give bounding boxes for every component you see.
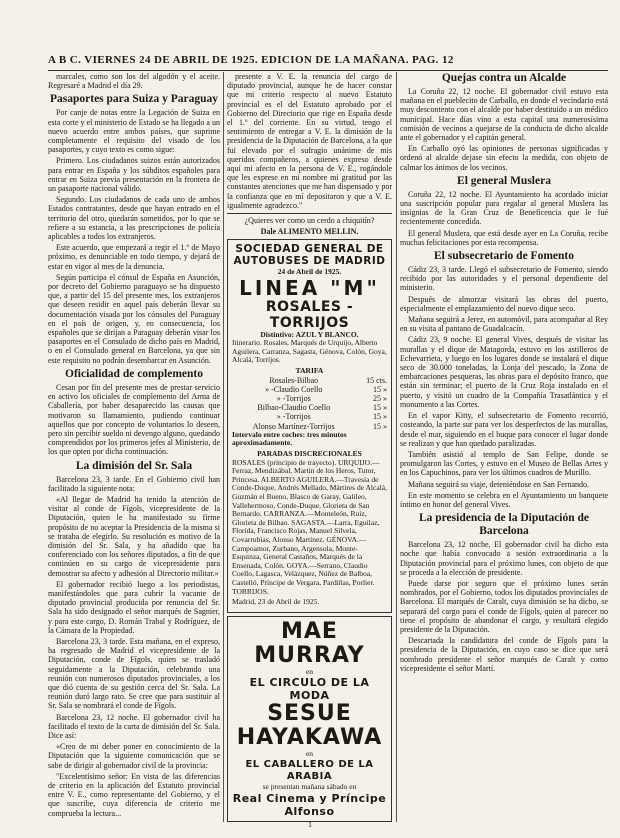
paragraph: Barcelona 23, 3 tarde. Esta mañana, en el expreso, ha regresado de Madrid el vicepresidente de la Diputación, conde de Fígols, quien se trasladó seguidamente a la Diputación, celebrando una reunión con numerosos diputados provinciales, a los que dió cuenta de su gestión cerca del Sr. Sala. La reunión duró largo rato. Se cree que para sustituir al Sr. Sala se nombrará el conde de Fígols. — [48, 636, 220, 711]
headline-oficialidad: Oficialidad de complemento — [65, 367, 203, 380]
ad-star-1: MAE MURRAY — [254, 618, 365, 668]
paragraph: Segundo. Los ciudadanos de cada uno de ambos Estados contratantes, desde que hayan entrado en el territorio del otro, quedarán sometidos, por lo que se refiere a su estancia, a las prescripciones de policía aplicables a todos los extranjeros. — [48, 195, 220, 242]
ad-presentation: se presentan mañana sábado en — [262, 781, 357, 791]
paragraph: Mañana seguirá a Jerez, en automóvil, para acompañar al Rey en su visita al pantano de Guadalcacín. — [400, 315, 608, 334]
ad-linea: LINEA "M" — [239, 275, 380, 300]
paragraph: La Coruña 22, 12 noche. El gobernador civil estuvo esta mañana en el pueblecito de Carballo, en donde el vecindario está muy descontento con el alcalde por haber destituido a un médico municipal. Hace días vino a esta capital una numerosísima comisión de vecinos a quejarse de la conducta de dicho alcalde ante el gobernador y el capitán general. — [400, 87, 608, 143]
divider — [227, 213, 392, 214]
tarifa-tramo: » -Torrijos — [276, 394, 311, 404]
tarifa-tramo: » -Claudio Coello — [265, 384, 323, 394]
paragraph: También asistió al templo de San Felipe, donde se promulgaron las Cortes, y estuvo en el Museo de Bellas Artes y en los Capuchinos, para ver los últimos cuadros de Murillo. — [400, 449, 608, 478]
ad-paradas-title: PARADAS DISCRECIONALES — [257, 449, 362, 459]
table-row — [232, 394, 387, 403]
table-row — [232, 376, 387, 385]
headline-muslera: El general Muslera — [457, 174, 551, 187]
ad-autobuses — [227, 239, 392, 612]
paragraph: El general Muslera, que está desde ayer en La Coruña, recibe muchas felicitaciones por esta recompensa. — [400, 228, 608, 247]
ad-company: SOCIEDAD GENERAL DE AUTOBUSES DE MADRID — [233, 243, 386, 268]
column-middle — [227, 72, 392, 838]
tarifa-precio: 15 » — [373, 384, 387, 394]
tarifa-tramo: Alonso Martínez-Torrijos — [252, 421, 335, 431]
paragraph: Barcelona 23, 12 noche. El gobernador civil ha dicho esta noche que había convocado a sesión extraordinaria a la Diputación provincial para el próximo lunes, con objeto de que se proceda a la elección de presidente. — [400, 540, 608, 577]
ad-cinemas: Real Cinema y Príncipe Alfonso — [232, 791, 387, 818]
headline-pasaportes: Pasaportes para Suiza y Paraguay — [49, 93, 219, 106]
paragraph: Cádiz 23, 3 tarde. Llegó el subsecretario de Fomento, siendo recibido por las autoridades y el personal dependiente del ministerio. — [400, 265, 608, 293]
paragraph: "Excelentísimo señor: En vista de las diferencias de criterio en la aplicación del Estatuto provincial entre V. E., como representante del Gobierno, y el que suscribe, cuya diferencia de criterio me comprueba la lectura... — [48, 771, 220, 818]
tarifa-precio: 15 cts. — [366, 375, 387, 385]
paragraph: Primero. Los ciudadanos suizos están autorizados para entrar en España y los súbditos españoles para entrar en Suiza previa presentación en la frontera de un pasaporte nacional válido. — [48, 156, 220, 194]
ad-en: en — [305, 749, 314, 759]
column-left — [48, 72, 220, 838]
column-right — [400, 72, 608, 838]
ad-tarifa-title: TARIFA — [295, 366, 324, 376]
ad-paradas-text: ROSALES (principio de trayecto). URQUIJO.—Ferraz, Mendizábal, Martín de los Heros, Tutor, Princesa. ALBERTO AGUILERA.—Travesía de Conde-Duque, Andrés Mellado, Mártires de Alcalá, Guzmán el Bueno, Blasco de Garay, Galileo, Vallehermoso, Conde-Duque, Glorieta de San Bernardo. CARRANZA.—Monteleón, Ruiz, Glorieta de Bilbao. SAGASTA.—Larra, Eguilaz, Florida, Francisco Rojas, Manuel Silvela, Covarrubias, Alonso Martínez. GÉNOVA.—Campoamor, Zurbano, Argensola, Monte-Esquinza, General Castaños, Marqués de la Ensenada, Colón. GOYA.—Serrano, Claudio Coello, Lagasca, Velázquez, Núñez de Balboa, Castelló, Príncipe de Vergara, Pardiñas, Porlier. TORRIJOS. — [232, 457, 387, 596]
paragraph: Cádiz 23, 9 noche. El general Vives, después de visitar las murallas y el dique de Matagorda, estuvo en los astilleros de Echevarrieta, y luego en los lugares donde se instalará el dique seco de 30.000 toneladas, la Lonja del pescado, la Zona de embarcaciones pesqueras, las obras para el depósito franco, que están sin terminar; el puerto de la Cruz Roja instalado en el puerto, y visitó un cuadro de la Compañía Trasatlántica y el monumento a las Cortes. — [400, 335, 608, 409]
ad-film-2: EL CABALLERO DE LA ARABIA — [245, 758, 374, 782]
ad-star-2: SESUE HAYAKAWA — [236, 701, 383, 751]
page-header: A B C. VIERNES 24 DE ABRIL DE 1925. EDICION DE LA MAÑANA. PAG. 12 — [48, 54, 454, 66]
paragraph: Según participa el cónsul de España en Asunción, por decreto del Gobierno paraguayo se ha dispuesto que, a partir del 15 del presente mes, los extranjeros que deseen residir en aquel país deberán llevar su documentación visada por los cónsules del Paraguay en el país de origen, y, en consecuencia, los españoles que se dirijan a Paraguay deberán visar los pasaportes en el Consulado de dicho país en Madrid, o en el Consulado general en Barcelona, ya que sin este requisito no podrán desembarcar en Asunción. — [48, 272, 220, 365]
tarifa-precio: 25 » — [373, 394, 387, 404]
headline-quejas: Quejas contra un Alcalde — [441, 72, 567, 84]
paragraph: marcales, como son los del algodón y el aceite. Regresaré a Madrid el día 29. — [48, 72, 220, 91]
paragraph: En este momento se celebra en el Ayuntamiento un banquete íntimo en honor del general Vives. — [400, 490, 608, 509]
ad-film-1: EL CIRCULO DE LA MODA — [249, 676, 370, 703]
paragraph: presente a V. E. la renuncia del cargo de diputado provincial, aunque he de hacer constar que mi criterio respecto al nuevo Estatuto provincial es el del Estatuto aprobado por el Gobierno del Directorio que rige en España desde el 1.º del corriente. En su virtud, tengo el sentimiento de entregar a V. E. la dimisión de la presidencia de la Diputación de Barcelona, a la que fui elevado por el sufragio unánime de mis queridos compañeros, a quienes expreso desde aquí mi afecto en la persona de V. E., rogándole que les exprese en mi nombre mi gratitud por las constantes atenciones que me han dispensado y por la confianza que en mí depositaron y que a V. E. igualmente agradezco." — [227, 72, 392, 210]
tarifa-precio: 15 » — [373, 421, 387, 431]
paragraph: En Carballo oyó las opiniones de personas significadas y ordenó al alcalde dejase sin efecto la medida, con objeto de calmar los ánimos de los vecinos. — [400, 144, 608, 172]
paragraph: Barcelona 23, 12 noche. El gobernador civil ha facilitado el texto de la carta de dimisión del Sr. Sala. Dice así: — [48, 712, 220, 740]
paragraph: Cesan por fin del presente mes de prestar servicio en activo los oficiales de complemento del Arma de Caballería, por haber desaparecido las causas que motivaron su llamamiento, pudiendo continuar aquellos que por concepto de voluntarios lo deseen, pero sin percibir sueldo ni devengo alguno, quedando comprendidos por los primeros jefes al Ministerio, de los que opten por dicha continuación. — [48, 382, 220, 457]
table-row — [232, 412, 387, 421]
header-rule — [48, 70, 608, 71]
ad-intervalo: Intervalo entre coches: tres minutos aproximadamente. — [232, 429, 347, 448]
paragraph: Barcelona 23, 3 tarde. En el Gobierno civil han facilitado la siguiente nota: — [48, 474, 220, 493]
paragraph: En el vapor Kitty, el subsecretario de Fomento recorrió, costeando, la parte sur para ver los desperfectos de las murallas, desde el mar, siguiendo en el buque para conocer el lugar donde se realizan y que han quedado paralizadas. — [400, 411, 608, 448]
tarifa-precio: 15 » — [373, 403, 387, 413]
ad-date: 24 de Abril de 1925. — [277, 267, 342, 277]
tarifa-table — [232, 376, 387, 431]
ad-footer: Madrid, 23 de Abril de 1925. — [232, 597, 320, 607]
table-row — [232, 403, 387, 412]
ad-route: ROSALES - TORRIJOS — [265, 298, 354, 331]
paragraph: Descartada la candidatura del conde de Fígols para la presidencia de la Diputación, en cuyo caso se dice que será nombrado presidente el señor marqués de Caralt y como vicepresidente el señor Martí. — [400, 636, 608, 673]
column-divider — [396, 72, 397, 822]
tarifa-tramo: Rosales-Bilbao — [269, 375, 319, 385]
paragraph: Coruña 22, 12 noche. El Ayuntamiento ha acordado iniciar una suscripción popular para regalar al general Muslera las insignias de la Gran Cruz de Beneficencia que le fué recientemente concedida. — [400, 189, 608, 227]
paragraph: El gobernador recibió luego a los periodistas, manifestándoles que para cubrir la vacante de diputado provincial producida por renuncia del Sr. Sala ha sido designado el señor marqués de Sagnier, y para este cargo, D. Román Trabal y Rodríguez, de la Cámara de la Propiedad. — [48, 579, 220, 635]
ad-distintivo: Distintivo: AZUL Y BLANCO. — [260, 329, 359, 339]
ad-en: en — [305, 666, 314, 676]
table-row — [232, 385, 387, 394]
paragraph: Por canje de notas entre la Legación de Suiza en esta corte y el ministerio de Estado se ha llegado a un nuevo acuerdo entre ambos países, que suprime completamente el requisito del visado de los pasaportes, y cuyo texto es como sigue: — [48, 108, 220, 155]
paragraph: Mañana seguirá su viaje, deteniéndose en San Fernando. — [408, 479, 590, 489]
paragraph: «Al llegar de Madrid ha tenido la atención de visitar al conde de Fígols, vicepresidente de la Diputación, quien le ha manifestado su firme propósito de no aceptar la Presidencia de la misma si se trataba de elegirlo. Su resolución es motivo de la dimisión del Sr. Sala, y ha añadido que ha conferenciado con los señores diputados, a fin de que continúen en su cargo de vicepresidente para demostrar su afecto y adhesión al Directorio militar.» — [48, 494, 220, 578]
ad-itinerario: Itinerario. Rosales, Marqués de Urquijo, Alberto Aguilera, Carranza, Sagasta, Génova, Colón, Goya, Alcalá, Torrijos. — [232, 338, 387, 365]
tarifa-tramo: Bilbao-Claudio Coello — [257, 403, 331, 413]
paragraph: Este acuerdo, que empezará a regir el 1.º de Mayo próximo, es denunciable en todo tiempo, y dejará de estar en vigor al mes de la denuncia. — [48, 243, 220, 271]
tarifa-precio: 15 » — [373, 412, 387, 422]
paragraph: «Creo de mi deber poner en conocimiento de la Diputación que la siguiente comunicación que se sabe de dirigir al gobernador civil de la provincia: — [48, 742, 220, 770]
tarifa-tramo: » -Torrijos — [276, 412, 311, 422]
ad-mellin-answer: Dale ALIMENTO MELLIN. — [260, 227, 359, 237]
paragraph: Después de almorzar visitará las obras del puerto, especialmente el emplazamiento del nuevo dique seco. — [400, 294, 608, 313]
ad-cinema — [227, 616, 392, 822]
ad-mellin-question: ¿Quieres ver como un cerdo a chiquitín? — [244, 216, 375, 226]
headline-fomento: El subsecretario de Fomento — [433, 250, 574, 263]
column-divider — [223, 72, 224, 822]
headline-diputacion: La presidencia de la Diputación de Barcelona — [418, 512, 590, 538]
headline-dimision: La dimisión del Sr. Sala — [75, 459, 193, 472]
page-footer-mark: 1 — [308, 820, 312, 829]
paragraph: Puede darse por seguro que el próximo lunes serán nombrados, por el Gobierno, todos los diputados provinciales de Barcelona. El marqués de Caralt, cuya dimisión se ha dicho, se separará del cargo para el conde de Fígols, quien al parecer no tiene el propósito de abandonar el cargo, y resultará elegido presidente de la Diputación. — [400, 578, 608, 634]
